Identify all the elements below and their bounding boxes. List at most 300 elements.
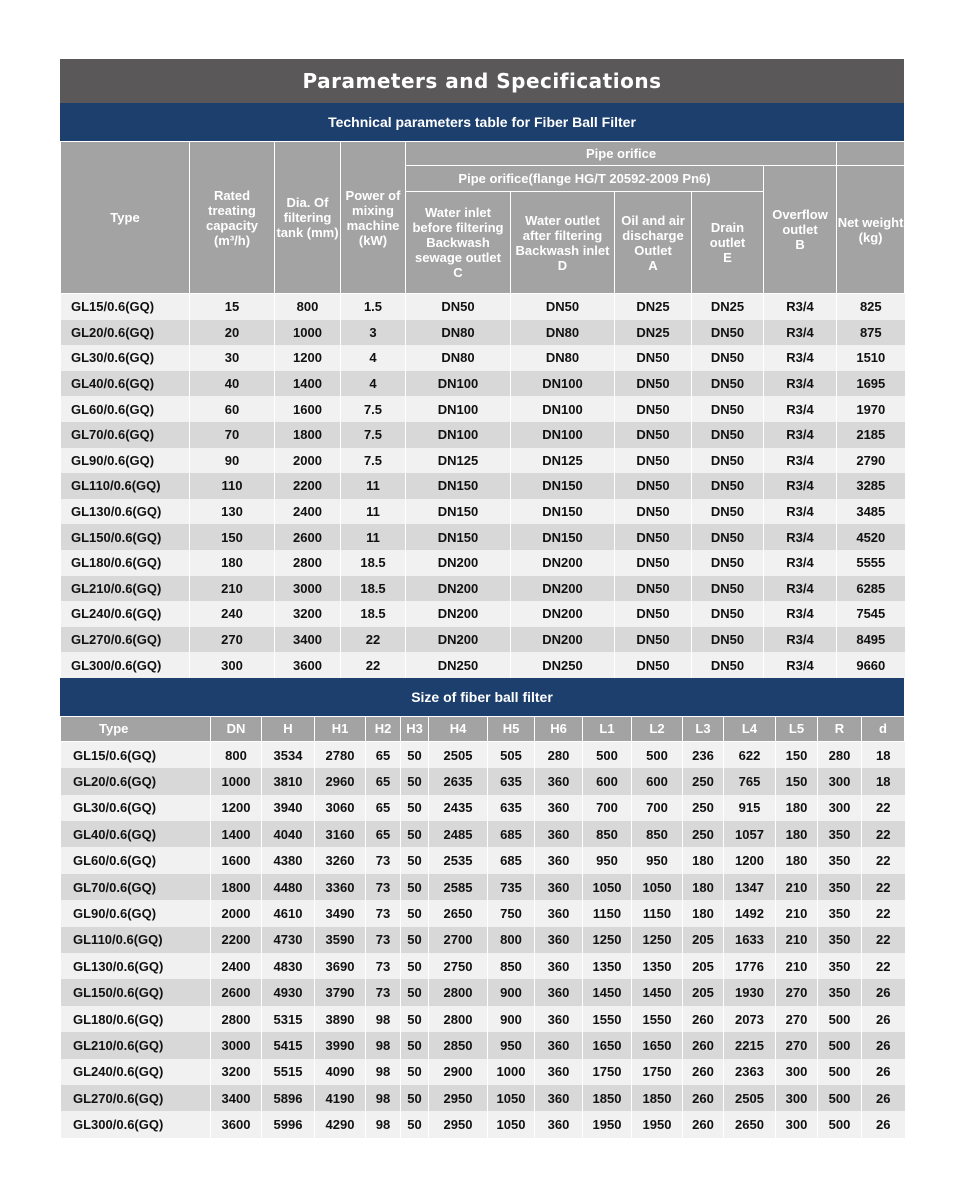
table-cell: 1695 [837,371,905,397]
table-cell: 825 [837,294,905,320]
water-inlet-label: Water inlet before filtering Backwash sewage outlet [412,205,504,265]
table-cell: R3/4 [764,448,837,474]
table-cell: 65 [366,768,401,794]
table-cell: 2535 [429,847,488,873]
table-cell: 360 [535,1006,583,1032]
table-cell: 4090 [315,1059,366,1085]
table-cell: 270 [776,1006,818,1032]
table-cell: 2000 [211,900,262,926]
table-cell: 18 [862,768,905,794]
table-cell: 50 [401,847,429,873]
table-cell: 210 [776,927,818,953]
table-cell: 250 [683,795,724,821]
table-cell: 9660 [837,652,905,678]
table-row [61,550,905,576]
table-cell: DN50 [615,576,692,602]
table-cell: 180 [776,821,818,847]
table-cell: DN80 [406,320,511,346]
table-cell: 4520 [837,524,905,550]
table-cell: R3/4 [764,524,837,550]
table-cell: 2600 [275,524,341,550]
table-cell: 915 [724,795,776,821]
table-cell: 180 [776,847,818,873]
table-cell: 3490 [315,900,366,926]
table-cell: 360 [535,900,583,926]
table-cell: 2800 [275,550,341,576]
table-cell: 685 [488,821,535,847]
table-cell: 1350 [632,953,683,979]
col-header-pipe-orifice-flange: Pipe orifice(flange HG/T 20592-2009 Pn6) [406,166,764,192]
table-cell: 1000 [488,1059,535,1085]
table-cell: 50 [401,900,429,926]
table-cell: 65 [366,795,401,821]
table-cell: 26 [862,1006,905,1032]
table-cell: 18.5 [341,576,406,602]
table-cell: 98 [366,1111,401,1137]
table-row [61,1111,905,1137]
table-cell: 350 [818,874,862,900]
table-cell: 210 [190,576,275,602]
table-cell: R3/4 [764,345,837,371]
table-row [61,741,905,768]
model-type-cell: GL150/0.6(GQ) [61,979,211,1005]
table-cell: 360 [535,821,583,847]
table-cell: R3/4 [764,627,837,653]
table-row [61,422,905,448]
table-cell: 22 [862,874,905,900]
table-cell: 73 [366,874,401,900]
table-cell: 1750 [583,1059,632,1085]
table-cell: 1650 [632,1032,683,1058]
table-cell: 2185 [837,422,905,448]
table-cell: 765 [724,768,776,794]
table-cell: 3160 [315,821,366,847]
table-cell: 2435 [429,795,488,821]
table-cell: 65 [366,821,401,847]
table-cell: 735 [488,874,535,900]
table-cell: 22 [862,900,905,926]
table-cell: 65 [366,741,401,768]
table-cell: DN50 [692,371,764,397]
table-cell: 1150 [632,900,683,926]
table-row [61,652,905,678]
table-cell: DN100 [406,371,511,397]
oil-air-letter: A [648,257,658,273]
table-cell: 180 [683,874,724,900]
table-cell: DN50 [692,473,764,499]
table-cell: DN50 [692,524,764,550]
table-cell: DN50 [692,396,764,422]
col-header: Type [61,716,211,741]
table-cell: DN100 [511,396,615,422]
table-cell: 2200 [275,473,341,499]
table-cell: 3690 [315,953,366,979]
table-cell: 2400 [275,499,341,525]
table-cell: 1950 [583,1111,632,1137]
model-type-cell: GL300/0.6(GQ) [61,652,190,678]
table-row [61,1085,905,1111]
table-cell: 300 [190,652,275,678]
table-cell: 50 [401,1085,429,1111]
col-header: R [818,716,862,741]
table-cell: 18 [862,741,905,768]
table-cell: 22 [862,847,905,873]
table-cell: 50 [401,927,429,953]
table-cell: 11 [341,499,406,525]
table-cell: 2485 [429,821,488,847]
table-cell: R3/4 [764,550,837,576]
table-row [61,448,905,474]
table-cell: DN50 [692,448,764,474]
table-cell: 1750 [632,1059,683,1085]
table-row [61,953,905,979]
table-cell: DN50 [615,473,692,499]
table-cell: 180 [683,847,724,873]
table-cell: 4610 [262,900,315,926]
table-cell: 210 [776,900,818,926]
table-cell: DN125 [406,448,511,474]
table-cell: DN25 [615,320,692,346]
model-type-cell: GL150/0.6(GQ) [61,524,190,550]
col-header: d [862,716,905,741]
table-cell: 5896 [262,1085,315,1111]
table-cell: 600 [583,768,632,794]
table-cell: 2000 [275,448,341,474]
table-cell: 50 [401,1032,429,1058]
table-cell: 250 [683,821,724,847]
table-cell: 3600 [211,1111,262,1137]
table-cell: 2400 [211,953,262,979]
col-header-power: Power of mixing machine (kW) [341,142,406,294]
table-cell: 30 [190,345,275,371]
model-type-cell: GL210/0.6(GQ) [61,1032,211,1058]
table-cell: 260 [683,1032,724,1058]
table-cell: 2200 [211,927,262,953]
water-inlet-letter: C [453,265,463,280]
table-cell: 2635 [429,768,488,794]
table-cell: 11 [341,473,406,499]
table-cell: 4190 [315,1085,366,1111]
table-cell: 1250 [583,927,632,953]
table-cell: 22 [862,821,905,847]
table-cell: 20 [190,320,275,346]
table-cell: 3890 [315,1006,366,1032]
table-cell: 622 [724,741,776,768]
model-type-cell: GL60/0.6(GQ) [61,847,211,873]
table-cell: DN100 [406,396,511,422]
table-cell: 1400 [211,821,262,847]
table-cell: 750 [488,900,535,926]
table-cell: 270 [776,1032,818,1058]
table-cell: 2363 [724,1059,776,1085]
table-row [61,874,905,900]
table-cell: DN50 [692,652,764,678]
table-cell: R3/4 [764,499,837,525]
col-header-water-outlet [511,192,615,294]
col-header: L5 [776,716,818,741]
table-cell: DN50 [615,448,692,474]
table-cell: 500 [632,741,683,768]
table-cell: 800 [275,294,341,320]
table-row [61,473,905,499]
filter-size-table [60,716,905,1138]
col-header: L1 [583,716,632,741]
table-cell: 950 [583,847,632,873]
table-cell: 505 [488,741,535,768]
table-cell: 360 [535,979,583,1005]
table-cell: DN50 [615,601,692,627]
model-type-cell: GL180/0.6(GQ) [61,550,190,576]
model-type-cell: GL15/0.6(GQ) [61,741,211,768]
table-cell: 98 [366,1085,401,1111]
table-cell: 7.5 [341,448,406,474]
table-cell: 2650 [429,900,488,926]
table-cell: DN100 [406,422,511,448]
table-cell: 40 [190,371,275,397]
table-cell: 300 [776,1085,818,1111]
table-cell: R3/4 [764,473,837,499]
table-cell: 26 [862,979,905,1005]
table-cell: 260 [683,1085,724,1111]
table-row [61,294,905,320]
table-cell: 3360 [315,874,366,900]
model-type-cell: GL240/0.6(GQ) [61,601,190,627]
col-header-overflow [764,166,837,294]
table-cell: 18.5 [341,601,406,627]
table-cell: 6285 [837,576,905,602]
col-header: L2 [632,716,683,741]
table-cell: 180 [190,550,275,576]
table-cell: 3060 [315,795,366,821]
table-cell: 635 [488,768,535,794]
table-cell: 50 [401,1006,429,1032]
table-cell: 1350 [583,953,632,979]
model-type-cell: GL40/0.6(GQ) [61,371,190,397]
table-cell: 50 [401,795,429,821]
table-cell: 800 [488,927,535,953]
table-cell: 300 [818,768,862,794]
table-cell: 1850 [583,1085,632,1111]
table-cell: 26 [862,1032,905,1058]
table-row [61,1006,905,1032]
table-cell: 360 [535,795,583,821]
table-cell: 110 [190,473,275,499]
header-blank [837,142,905,166]
table-cell: 260 [683,1006,724,1032]
table-cell: 875 [837,320,905,346]
table-cell: 7.5 [341,396,406,422]
table-cell: 2800 [429,979,488,1005]
table-cell: 950 [632,847,683,873]
table-cell: 22 [862,795,905,821]
table-cell: 280 [818,741,862,768]
table-cell: DN200 [511,550,615,576]
table-cell: 350 [818,821,862,847]
table-cell: DN200 [406,576,511,602]
table-cell: 210 [776,953,818,979]
table-cell: 500 [818,1006,862,1032]
table-cell: 1650 [583,1032,632,1058]
table-cell: DN100 [511,422,615,448]
table-cell: 360 [535,953,583,979]
table-cell: 2850 [429,1032,488,1058]
table-cell: DN150 [406,499,511,525]
table-cell: DN80 [511,345,615,371]
table-cell: DN150 [511,499,615,525]
col-header-oil-air [615,192,692,294]
table-row [61,979,905,1005]
table-cell: 4830 [262,953,315,979]
table-cell: 2650 [724,1111,776,1137]
table-cell: 4290 [315,1111,366,1137]
technical-parameters-table [60,141,905,678]
table-cell: 236 [683,741,724,768]
table-row [61,601,905,627]
table-cell: 250 [683,768,724,794]
table-cell: 205 [683,979,724,1005]
model-type-cell: GL70/0.6(GQ) [61,422,190,448]
table-cell: DN50 [615,371,692,397]
table-cell: 98 [366,1032,401,1058]
table-cell: 350 [818,900,862,926]
table-cell: 3260 [315,847,366,873]
table-cell: 900 [488,979,535,1005]
table-cell: DN50 [692,320,764,346]
model-type-cell: GL110/0.6(GQ) [61,473,190,499]
table-cell: DN50 [692,601,764,627]
table-cell: 360 [535,1085,583,1111]
table-cell: 3400 [211,1085,262,1111]
model-type-cell: GL70/0.6(GQ) [61,874,211,900]
table-cell: 1450 [632,979,683,1005]
table-row [61,1032,905,1058]
table-cell: 15 [190,294,275,320]
table-cell: 11 [341,524,406,550]
table-cell: 2780 [315,741,366,768]
table-row [61,576,905,602]
col-header: H4 [429,716,488,741]
water-outlet-label: Water outlet after filtering Backwash inlet [515,212,610,258]
table-cell: 73 [366,900,401,926]
table-cell: 22 [341,652,406,678]
table-cell: 3 [341,320,406,346]
table-cell: 260 [683,1059,724,1085]
table-cell: 800 [211,741,262,768]
table-cell: DN50 [692,576,764,602]
table-row [61,821,905,847]
table-cell: 50 [401,741,429,768]
table-cell: 3285 [837,473,905,499]
table-cell: 3400 [275,627,341,653]
table-cell: 70 [190,422,275,448]
table-cell: 1800 [211,874,262,900]
table-cell: DN50 [615,524,692,550]
table-row [61,847,905,873]
table-cell: 1000 [275,320,341,346]
table-cell: 3990 [315,1032,366,1058]
table1-caption: Technical parameters table for Fiber Ball Filter [60,103,904,141]
table-cell: 3590 [315,927,366,953]
table-cell: DN50 [615,396,692,422]
col-header-water-inlet [406,192,511,294]
model-type-cell: GL270/0.6(GQ) [61,627,190,653]
table-cell: 5996 [262,1111,315,1137]
table-row [61,320,905,346]
table-cell: 1550 [583,1006,632,1032]
table-cell: 1550 [632,1006,683,1032]
table-cell: 500 [818,1032,862,1058]
drain-letter: E [723,250,732,265]
col-header: H1 [315,716,366,741]
table-cell: 1050 [632,874,683,900]
table-cell: 3200 [275,601,341,627]
col-header: L4 [724,716,776,741]
table-cell: 850 [583,821,632,847]
table-cell: 4 [341,371,406,397]
page-title: Parameters and Specifications [60,59,904,103]
table-cell: 98 [366,1059,401,1085]
table-cell: DN250 [406,652,511,678]
table-cell: DN50 [406,294,511,320]
model-type-cell: GL30/0.6(GQ) [61,345,190,371]
table-row [61,396,905,422]
table-cell: 2960 [315,768,366,794]
table-cell: 1970 [837,396,905,422]
table-cell: DN50 [511,294,615,320]
table-cell: R3/4 [764,652,837,678]
table-cell: 73 [366,979,401,1005]
table-cell: 950 [488,1032,535,1058]
table-cell: 50 [401,821,429,847]
table-cell: 5515 [262,1059,315,1085]
table-cell: 150 [776,741,818,768]
table-cell: 5555 [837,550,905,576]
table-cell: 150 [776,768,818,794]
table-cell: DN50 [692,499,764,525]
table-cell: 2800 [429,1006,488,1032]
table-cell: 3000 [211,1032,262,1058]
table-cell: DN200 [406,601,511,627]
col-header: H6 [535,716,583,741]
water-outlet-letter: D [557,257,568,273]
table-cell: 3790 [315,979,366,1005]
table-cell: 1450 [583,979,632,1005]
overflow-label: Overflow outlet [772,207,828,237]
col-header-type: Type [61,142,190,294]
table-cell: 500 [818,1085,862,1111]
table-cell: 2505 [724,1085,776,1111]
model-type-cell: GL20/0.6(GQ) [61,320,190,346]
table-cell: 205 [683,953,724,979]
model-type-cell: GL60/0.6(GQ) [61,396,190,422]
table-cell: 360 [535,927,583,953]
table-cell: 3600 [275,652,341,678]
table-cell: 1050 [583,874,632,900]
table-row [61,345,905,371]
table-cell: 360 [535,847,583,873]
table-cell: 7545 [837,601,905,627]
table-cell: 60 [190,396,275,422]
table-cell: 685 [488,847,535,873]
table-cell: 1.5 [341,294,406,320]
table-cell: 3200 [211,1059,262,1085]
table-cell: 360 [535,1032,583,1058]
table-cell: 22 [862,953,905,979]
table-cell: DN80 [511,320,615,346]
model-type-cell: GL180/0.6(GQ) [61,1006,211,1032]
table2-header-row [61,716,905,741]
table-cell: 98 [366,1006,401,1032]
